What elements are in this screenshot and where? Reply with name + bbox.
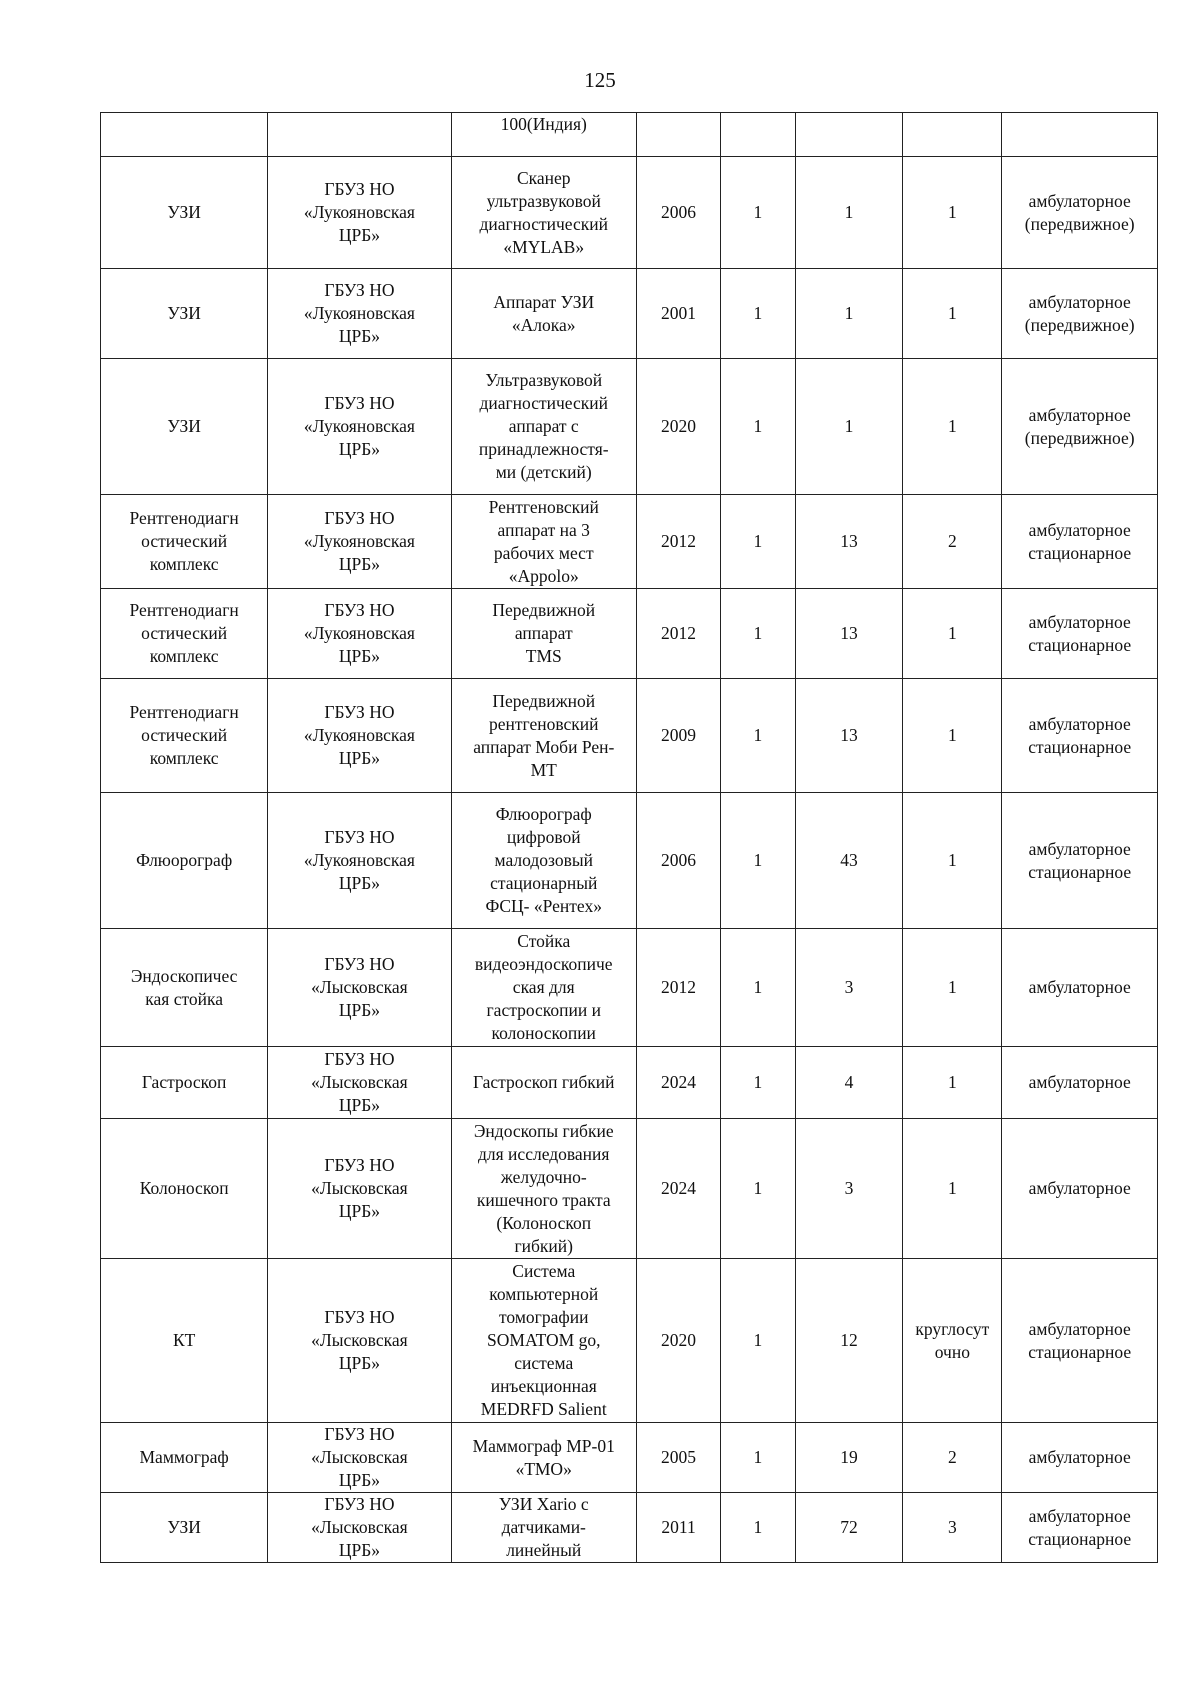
cell-shifts: 1 [903, 359, 1002, 495]
cell-service-mode: амбулаторное (передвижное) [1002, 157, 1158, 269]
cell-shifts [903, 113, 1002, 157]
cell-organization: ГБУЗ НО «Лукояновская ЦРБ» [268, 157, 451, 269]
cell-organization: ГБУЗ НО «Лысковская ЦРБ» [268, 1423, 451, 1493]
cell-model: Флюорограф цифровой малодозовый стационарный ФСЦ- «Рентех» [451, 793, 636, 929]
cell-staff: 72 [795, 1493, 903, 1563]
table-row [101, 929, 1158, 1047]
cell-organization: ГБУЗ НО «Лысковская ЦРБ» [268, 1493, 451, 1563]
cell-shifts: 2 [903, 495, 1002, 589]
cell-shifts: 1 [903, 793, 1002, 929]
cell-service-mode: амбулаторное стационарное [1002, 793, 1158, 929]
cell-shifts: 1 [903, 679, 1002, 793]
cell-quantity [721, 113, 796, 157]
table-row [101, 1119, 1158, 1259]
cell-model: УЗИ Xario с датчиками- линейный [451, 1493, 636, 1563]
cell-model: Система компьютерной томографии SOMATOM go, система инъекционная MEDRFD Salient [451, 1259, 636, 1423]
table-row [101, 679, 1158, 793]
cell-organization: ГБУЗ НО «Лукояновская ЦРБ» [268, 359, 451, 495]
cell-staff: 1 [795, 359, 903, 495]
cell-quantity: 1 [721, 589, 796, 679]
cell-equipment-type: Рентгенодиагн остический комплекс [101, 589, 268, 679]
cell-model: 100(Индия) [451, 113, 636, 157]
cell-year: 2011 [636, 1493, 720, 1563]
cell-shifts: 1 [903, 1047, 1002, 1119]
table-row [101, 1423, 1158, 1493]
cell-equipment-type: Эндоскопичес кая стойка [101, 929, 268, 1047]
cell-year: 2005 [636, 1423, 720, 1493]
cell-model: Ультразвуковой диагностический аппарат с принадлежностя- ми (детский) [451, 359, 636, 495]
cell-quantity: 1 [721, 1259, 796, 1423]
cell-organization: ГБУЗ НО «Лукояновская ЦРБ» [268, 269, 451, 359]
cell-model: Передвижной аппарат TMS [451, 589, 636, 679]
cell-equipment-type: Рентгенодиагн остический комплекс [101, 495, 268, 589]
cell-organization: ГБУЗ НО «Лукояновская ЦРБ» [268, 793, 451, 929]
cell-service-mode: амбулаторное [1002, 1423, 1158, 1493]
table-row [101, 793, 1158, 929]
cell-staff: 43 [795, 793, 903, 929]
cell-quantity: 1 [721, 359, 796, 495]
cell-service-mode: амбулаторное стационарное [1002, 589, 1158, 679]
cell-quantity: 1 [721, 269, 796, 359]
cell-service-mode: амбулаторное (передвижное) [1002, 359, 1158, 495]
cell-shifts: круглосут очно [903, 1259, 1002, 1423]
cell-equipment-type: Маммограф [101, 1423, 268, 1493]
cell-staff: 13 [795, 679, 903, 793]
table-row [101, 589, 1158, 679]
cell-organization: ГБУЗ НО «Лукояновская ЦРБ» [268, 589, 451, 679]
cell-model: Эндоскопы гибкие для исследования желудочно- кишечного тракта (Колоноскоп гибкий) [451, 1119, 636, 1259]
cell-year: 2001 [636, 269, 720, 359]
table-row [101, 113, 1158, 157]
cell-quantity: 1 [721, 157, 796, 269]
cell-year: 2009 [636, 679, 720, 793]
cell-staff: 4 [795, 1047, 903, 1119]
cell-equipment-type: Гастроскоп [101, 1047, 268, 1119]
page-number: 125 [584, 68, 616, 92]
cell-staff: 13 [795, 589, 903, 679]
cell-equipment-type: УЗИ [101, 269, 268, 359]
cell-quantity: 1 [721, 1493, 796, 1563]
cell-service-mode: амбулаторное стационарное [1002, 495, 1158, 589]
cell-service-mode [1002, 113, 1158, 157]
cell-service-mode: амбулаторное [1002, 1119, 1158, 1259]
cell-equipment-type: УЗИ [101, 1493, 268, 1563]
cell-year: 2012 [636, 929, 720, 1047]
table-row [101, 359, 1158, 495]
cell-equipment-type: УЗИ [101, 359, 268, 495]
cell-year: 2020 [636, 1259, 720, 1423]
cell-equipment-type: Рентгенодиагн остический комплекс [101, 679, 268, 793]
table-row [101, 1259, 1158, 1423]
table-row [101, 495, 1158, 589]
cell-model: Гастроскоп гибкий [451, 1047, 636, 1119]
cell-model: Передвижной рентгеновский аппарат Моби Рен- МТ [451, 679, 636, 793]
cell-quantity: 1 [721, 1119, 796, 1259]
cell-year: 2024 [636, 1047, 720, 1119]
cell-equipment-type: Флюорограф [101, 793, 268, 929]
cell-shifts: 1 [903, 929, 1002, 1047]
cell-quantity: 1 [721, 495, 796, 589]
cell-organization: ГБУЗ НО «Лысковская ЦРБ» [268, 1259, 451, 1423]
cell-staff: 3 [795, 1119, 903, 1259]
cell-model: Маммограф МР-01 «ТМО» [451, 1423, 636, 1493]
cell-shifts: 1 [903, 157, 1002, 269]
equipment-table [100, 112, 1158, 1563]
cell-quantity: 1 [721, 679, 796, 793]
cell-shifts: 3 [903, 1493, 1002, 1563]
cell-quantity: 1 [721, 1047, 796, 1119]
cell-organization: ГБУЗ НО «Лукояновская ЦРБ» [268, 679, 451, 793]
cell-shifts: 1 [903, 589, 1002, 679]
cell-organization: ГБУЗ НО «Лысковская ЦРБ» [268, 1047, 451, 1119]
cell-organization: ГБУЗ НО «Лысковская ЦРБ» [268, 929, 451, 1047]
cell-equipment-type [101, 113, 268, 157]
table-row [101, 1047, 1158, 1119]
cell-quantity: 1 [721, 1423, 796, 1493]
cell-shifts: 1 [903, 1119, 1002, 1259]
cell-year [636, 113, 720, 157]
cell-staff: 1 [795, 157, 903, 269]
cell-organization: ГБУЗ НО «Лысковская ЦРБ» [268, 1119, 451, 1259]
cell-year: 2006 [636, 793, 720, 929]
cell-staff: 13 [795, 495, 903, 589]
cell-quantity: 1 [721, 793, 796, 929]
cell-shifts: 2 [903, 1423, 1002, 1493]
cell-service-mode: амбулаторное [1002, 1047, 1158, 1119]
cell-staff: 19 [795, 1423, 903, 1493]
cell-year: 2012 [636, 589, 720, 679]
cell-model: Аппарат УЗИ «Алока» [451, 269, 636, 359]
cell-year: 2006 [636, 157, 720, 269]
table-row [101, 157, 1158, 269]
cell-year: 2024 [636, 1119, 720, 1259]
table-row [101, 1493, 1158, 1563]
cell-equipment-type: УЗИ [101, 157, 268, 269]
cell-quantity: 1 [721, 929, 796, 1047]
cell-equipment-type: Колоноскоп [101, 1119, 268, 1259]
cell-equipment-type: КТ [101, 1259, 268, 1423]
cell-model: Рентгеновский аппарат на 3 рабочих мест «Appolo» [451, 495, 636, 589]
cell-organization: ГБУЗ НО «Лукояновская ЦРБ» [268, 495, 451, 589]
cell-service-mode: амбулаторное стационарное [1002, 1259, 1158, 1423]
cell-staff [795, 113, 903, 157]
cell-model: Стойка видеоэндоскопиче ская для гастроскопии и колоноскопии [451, 929, 636, 1047]
table-row [101, 269, 1158, 359]
cell-model: Сканер ультразвуковой диагностический «MYLAB» [451, 157, 636, 269]
cell-service-mode: амбулаторное стационарное [1002, 1493, 1158, 1563]
cell-staff: 3 [795, 929, 903, 1047]
cell-service-mode: амбулаторное стационарное [1002, 679, 1158, 793]
cell-service-mode: амбулаторное [1002, 929, 1158, 1047]
cell-service-mode: амбулаторное (передвижное) [1002, 269, 1158, 359]
cell-year: 2020 [636, 359, 720, 495]
cell-staff: 12 [795, 1259, 903, 1423]
cell-shifts: 1 [903, 269, 1002, 359]
cell-organization [268, 113, 451, 157]
cell-year: 2012 [636, 495, 720, 589]
cell-staff: 1 [795, 269, 903, 359]
